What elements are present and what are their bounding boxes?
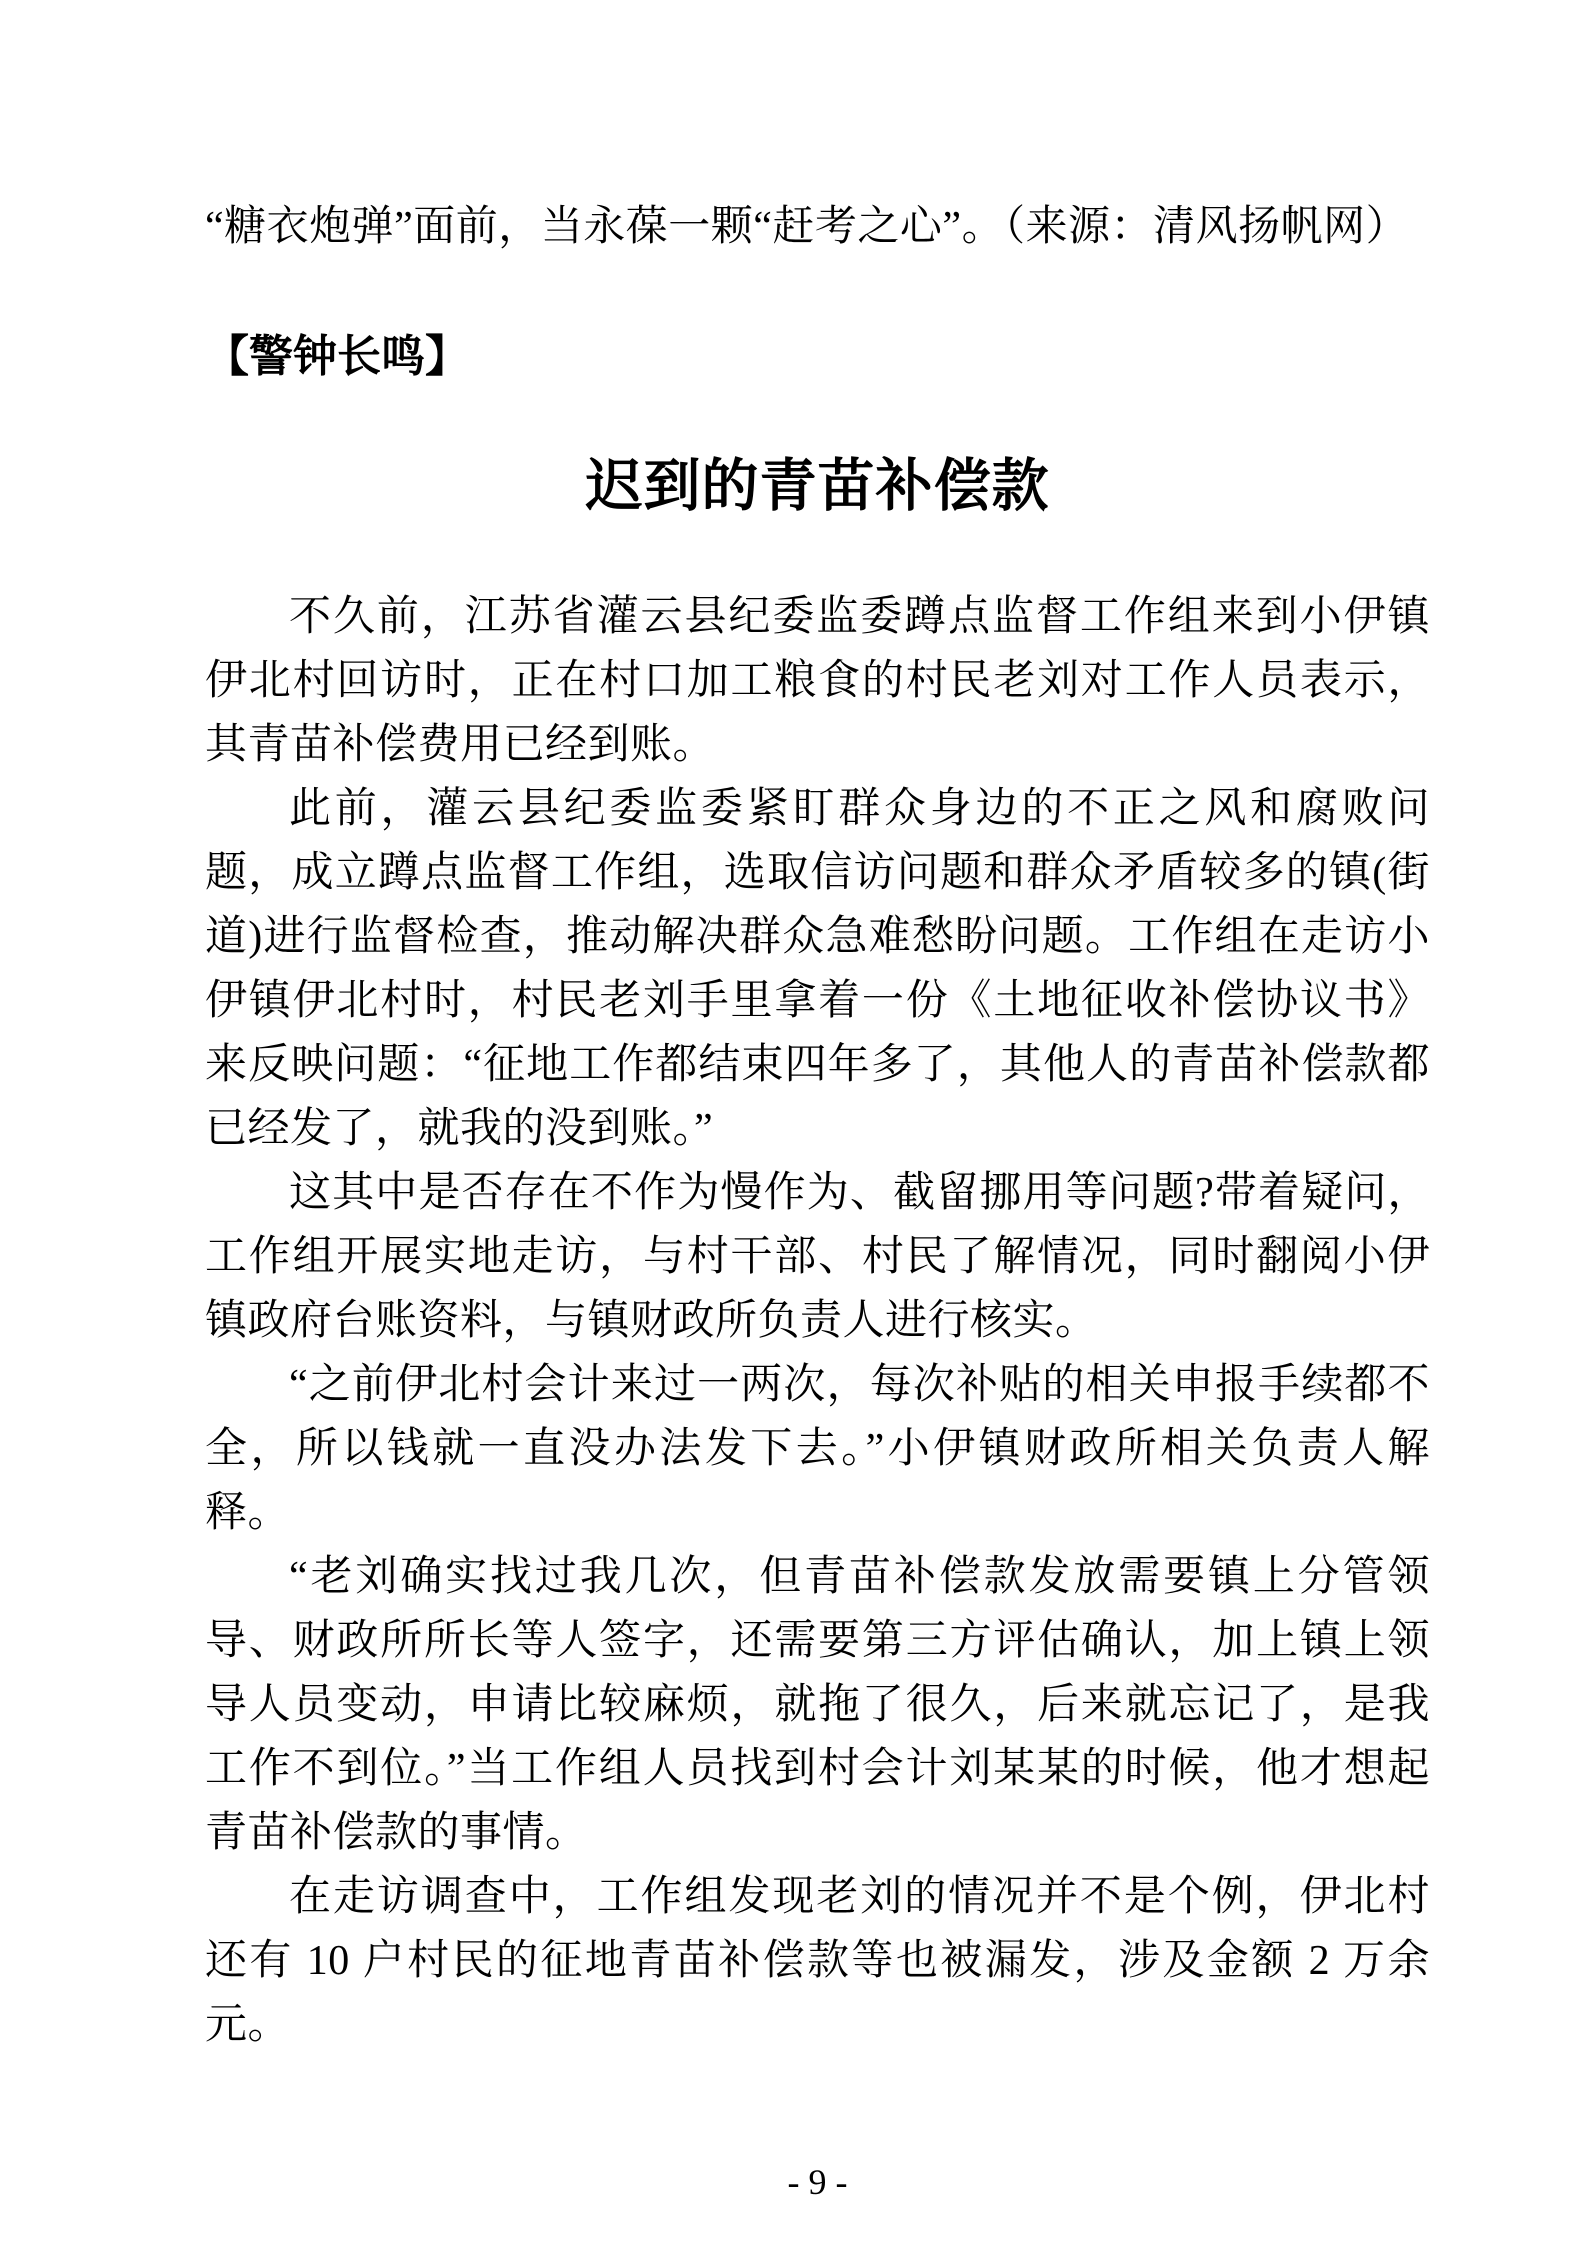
article-body (205, 585, 1430, 2057)
article-paragraph: 此前，灌云县纪委监委紧盯群众身边的不正之风和腐败问题，成立蹲点监督工作组，选取信访问题和群众矛盾较多的镇(街道)进行监督检查，推动解决群众急难愁盼问题。工作组在走访小伊镇伊北村时，村民老刘手里拿着一份《土地征收补偿协议书》来反映问题：“征地工作都结束四年多了，其他人的青苗补偿款都已经发了，就我的没到账。” (205, 786, 1430, 1152)
page-number: - 9 - (787, 2162, 848, 2202)
article-paragraph: 这其中是否存在不作为慢作为、截留挪用等问题?带着疑问，工作组开展实地走访，与村干部、村民了解情况，同时翻阅小伊镇政府台账资料，与镇财政所负责人进行核实。 (205, 1170, 1430, 1344)
article-title: 迟到的青苗补偿款 (585, 455, 1050, 518)
article-paragraph: 在走访调查中，工作组发现老刘的情况并不是个例，伊北村还有 10 户村民的征地青苗补偿款等也被漏发，涉及金额 2 万余元。 (205, 1874, 1430, 2048)
article-paragraph: “之前伊北村会计来过一两次，每次补贴的相关申报手续都不全，所以钱就一直没办法发下去。”小伊镇财政所相关负责人解释。 (205, 1362, 1430, 1536)
article-paragraph: 不久前，江苏省灌云县纪委监委蹲点监督工作组来到小伊镇伊北村回访时，正在村口加工粮食的村民老刘对工作人员表示，其青苗补偿费用已经到账。 (205, 594, 1430, 768)
article-paragraph: “老刘确实找过我几次，但青苗补偿款发放需要镇上分管领导、财政所所长等人签字，还需要第三方评估确认，加上镇上领导人员变动，申请比较麻烦，就拖了很久，后来就忘记了，是我工作不到位。”当工作组人员找到村会计刘某某的时候，他才想起青苗补偿款的事情。 (205, 1554, 1430, 1856)
section-header: 【警钟长鸣】 (205, 332, 469, 381)
continuation-paragraph: “糖衣炮弹”面前，当永葆一颗“赶考之心”。（来源：清风扬帆网） (205, 204, 1409, 250)
